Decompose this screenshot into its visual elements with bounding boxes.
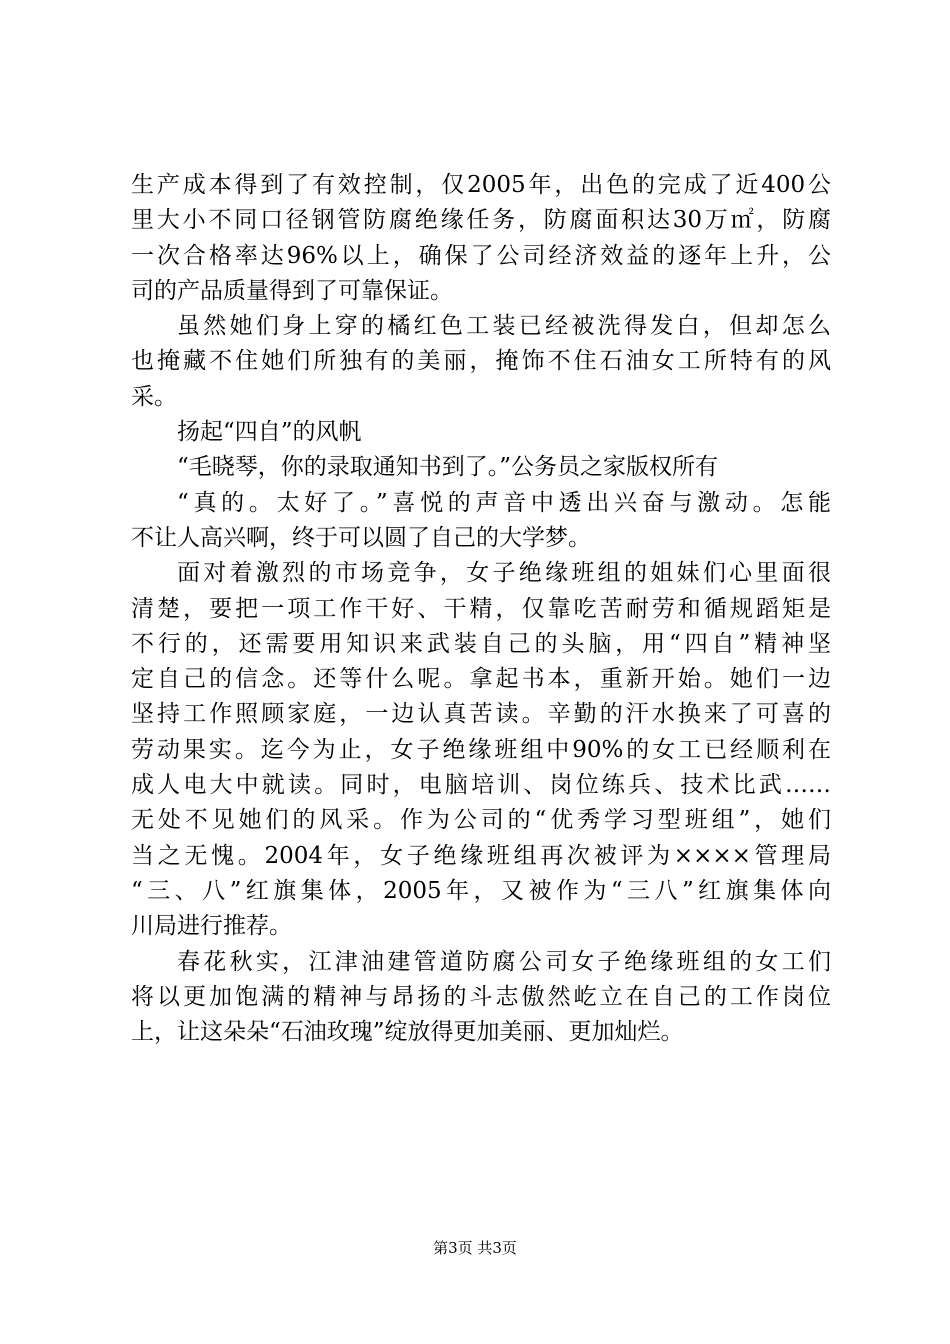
text-line: 成人电大中就读。同时，电脑培训、岗位练兵、技术比武…… [131, 772, 831, 799]
text-line: 川局进行推荐。 [131, 913, 292, 940]
text-line: “毛晓琴，你的录取通知书到了。”公务员之家版权所有 [177, 454, 719, 481]
text-line: 坚持工作照顾家庭，一边认真苦读。辛勤的汗水换来了可喜的 [131, 701, 831, 728]
document-body [131, 168, 831, 1050]
text-line: 劳动果实。迄今为止，女子绝缘班组中90%的女工已经顺利在 [131, 736, 831, 763]
text-line: 不让人高兴啊，终于可以圆了自己的大学梦。 [131, 524, 591, 551]
text-line: 上，让这朵朵“石油玫瑰”绽放得更加美丽、更加灿烂。 [131, 1019, 684, 1046]
text-line: 生产成本得到了有效控制，仅2005年，出色的完成了近400公 [131, 172, 831, 198]
text-line: 也掩藏不住她们所独有的美丽，掩饰不住石油女工所特有的风 [131, 348, 831, 375]
text-line: 司的产品质量得到了可靠保证。 [131, 277, 453, 304]
text-line: “真的。太好了。”喜悦的声音中透出兴奋与激动。怎能 [177, 489, 831, 516]
text-line: 采。 [131, 383, 177, 410]
text-line: 当之无愧。2004年，女子绝缘班组再次被评为××××管理局 [131, 842, 831, 869]
text-line: 不行的，还需要用知识来武装自己的头脑，用“四自”精神坚 [131, 630, 831, 657]
page-number-footer: 第3页 共3页 [433, 1239, 517, 1257]
text-line: 虽然她们身上穿的橘红色工装已经被洗得发白，但却怎么 [177, 313, 831, 340]
text-line: 面对着激烈的市场竞争，女子绝缘班组的姐妹们心里面很 [177, 560, 831, 587]
text-line: “三、八”红旗集体，2005年，又被作为“三八”红旗集体向 [131, 877, 831, 904]
text-line: 里大小不同口径钢管防腐绝缘任务，防腐面积达30万㎡，防腐 [131, 207, 831, 234]
text-line: 将以更加饱满的精神与昂扬的斗志傲然屹立在自己的工作岗位 [131, 983, 831, 1010]
text-line: 定自己的信念。还等什么呢。拿起书本，重新开始。她们一边 [131, 666, 831, 693]
text-line: 春花秋实，江津油建管道防腐公司女子绝缘班组的女工们 [177, 948, 831, 975]
section-heading: 扬起“四自”的风帆 [177, 419, 362, 446]
text-line: 一次合格率达96%以上，确保了公司经济效益的逐年上升，公 [131, 242, 831, 269]
text-line: 清楚，要把一项工作干好、干精，仅靠吃苦耐劳和循规蹈矩是 [131, 595, 831, 622]
text-line: 无处不见她们的风采。作为公司的“优秀学习型班组”，她们 [131, 807, 831, 834]
